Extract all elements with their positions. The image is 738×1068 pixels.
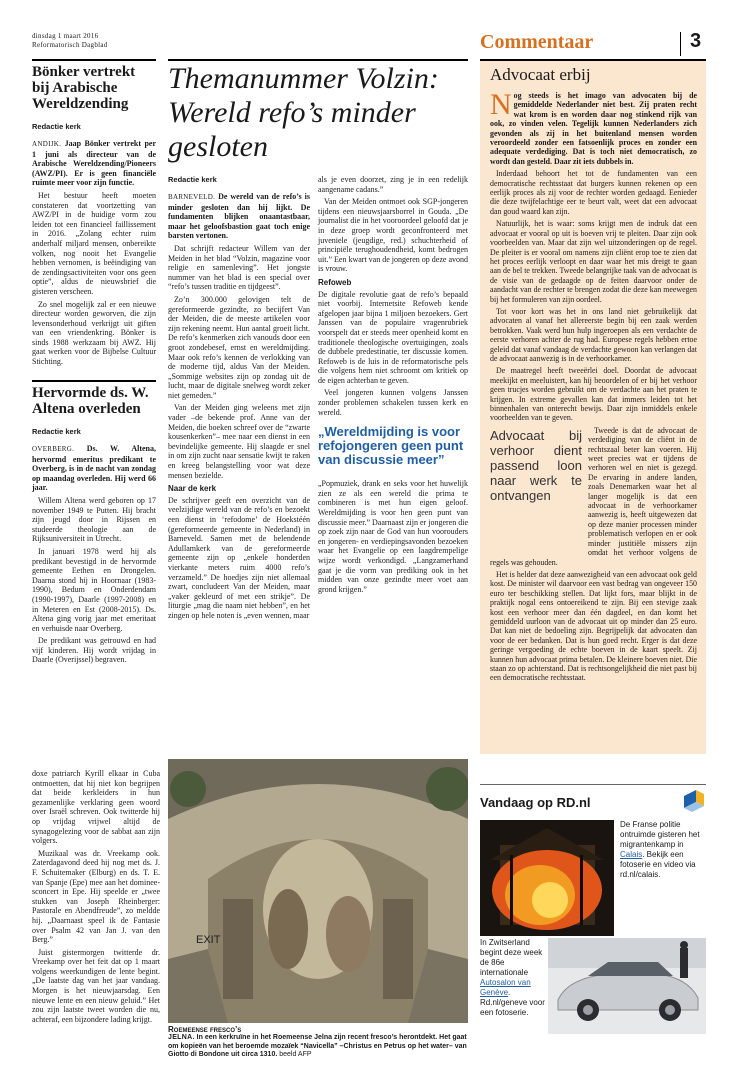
- volzin-col1: [168, 175, 310, 624]
- commentary-box: [480, 59, 706, 754]
- caption-title: Roemeense fresco’s: [168, 1025, 242, 1034]
- paragraph: Van der Meiden ontmoet ook SGP-jongeren tijdens een nieuwsjaarsborrel in Gouda. „De journalist die in het vooroordeel geloofd dat je in deze groep wordt geconfronteerd met juveniele (jeugdige, red.) schuchterheid of principiële terughoudendheid, komt bedrogen uit.” Een kwart van de jongeren op deze avond is vrouw.: [318, 197, 468, 274]
- dropcap: N: [490, 88, 512, 121]
- volzin-col2: [318, 175, 468, 597]
- calais-photo[interactable]: [480, 820, 614, 936]
- dateline: OVERBERG.: [32, 445, 75, 453]
- commentary-headline: Advocaat erbij: [490, 65, 591, 84]
- autosalon-photo[interactable]: [548, 938, 706, 1034]
- paragraph: Willem Altena werd geboren op 17 november 1949 te Putten. Hij bracht zijn jeugd door in Rijssen en studeerde theologie aan de Rijksuniversiteit in Utrecht.: [32, 495, 156, 544]
- rd-item-text: . Rd.nl/geneve voor een fotoserie.: [480, 988, 545, 1017]
- paragraph: Veel jongeren kunnen volgens Janssen zonder problemen schakelen tussen kerk en wereld.: [318, 388, 468, 417]
- column-rule: [168, 59, 468, 61]
- article-vreekamp: [32, 769, 160, 1027]
- paragraph: Tweede is dat de advocaat de verdediging van de cliënt in de rechtszaal beter kan voeren. Hij weet precies wat er tijdens de verhoren wel en niet is gezegd. De ervaring in andere landen, zoals Denemarken waar het al langer mogelijk is dat een advocaat in de verhoorkamer aanwezig is, heeft uitgewezen dat op deze manier processen minder problematisch verlopen en er ook minder justitiële missers zijn omdat het verhoor volgens de regels was gehouden.: [490, 425, 697, 567]
- paragraph: Zo’n 300.000 gelovigen telt de gereformeerde gezindte, zo becijfert Van der Meiden, die de meeste artikelen voor zijn rekening neemt. Hun aantal groeit licht. De refo’s kenmerken zich vanouds door een groot zondebesef, ernst en wereldmijding. Maar ook refo’s kennen de verlokking van de moderne tijd, aldus Van der Meiden. „Sommige websites zijn op zondag uit de lucht, maar de digitale snelweg wordt zeker niet gemeden.”: [168, 294, 310, 400]
- column-rule: [32, 59, 156, 61]
- dateline: ANDIJK.: [32, 140, 62, 148]
- paragraph: als je even doorzet, zing je in een redelijk aangename cadans.”: [318, 175, 468, 194]
- photo-caption: [168, 1025, 468, 1060]
- pull-quote: „Wereldmijding is voor refojongeren geen punt van discussie meer”: [318, 424, 464, 468]
- rd-item-geneve: [480, 938, 546, 1018]
- fresco-image: [168, 759, 468, 1023]
- caption-dateline: JELNA.: [168, 1034, 195, 1041]
- graffiti-text: EXIT: [196, 934, 221, 946]
- paragraph: Juist gistermorgen twitterde dr. Vreekamp over het feit dat op 1 maart volgens weerkundigen de lente begint. „De laatste dag van het jaar vandaag. Morgen is het nieuwjaarsdag. Een nieuwe lente en een nieuw geluid.” Het zou zijn laatste tweet worden die nu, achteraf, een bijzondere lading krijgt.: [32, 947, 160, 1024]
- page-number: 3: [690, 30, 702, 52]
- paragraph: Het bestuur heeft moeten constateren dat voortzetting van AWZ/PI in de huidige vorm zou leiden tot een financieel faillissement in 2016. „Zolang echter ruim anderhalf miljard mensen, onbereikte volken, nog nooit het Evangelie hebben vernomen, is beëindiging van de zendingsactiviteiten voor ons geen optie”, aldus de nieuwsbrief die gisteren verscheen.: [32, 190, 156, 296]
- section-title: Commentaar: [480, 31, 594, 53]
- paragraph: doxe patriarch Kyrill elkaar in Cuba ontmoetten, dat hij niet kon begrijpen dat beide kerkleiders in hun gezamenlijke verklaring geen woord over Israël schreven. Ook twitterde hij op vrijdag vrijwel altijd de synagogelezing voor de sabbat aan zijn volgers.: [32, 769, 160, 846]
- headline: Hervormde ds. W. Altena overleden: [32, 385, 149, 417]
- subhead: Naar de kerk: [168, 484, 217, 494]
- issue-date: dinsdag 1 maart 2016: [32, 32, 99, 40]
- lead: Jaap Bönker vertrekt per 1 juni als directeur van de Arabische Wereldzending/Pioneers (AWZ/PI). Er is geen financiële ruimte meer voor zijn functie.: [32, 139, 157, 188]
- paragraph: Tot voor kort was het in ons land niet gebruikelijk dat advocaten al vanaf het allereerste begin bij een zaak werden betrokken. Vaak werd hun hulp ingeroepen als een verdachte de eerste verhoren achter de rug had. Europese regels hebben ertoe geleid dat vanaf vandaag de verdachte gewoon kan verlangen dat de advocaat aanwezig is in de verhoorkamer.: [490, 306, 697, 363]
- paragraph: De schrijver geeft een overzicht van de veelzijdige wereld van de refo’s en bezoekt een dienst in ‘refodome’ de Hoekstéén (gereformeerde gemeente in Nederland) in Barneveld. Samen met de belendende Adullamkerk van de gereformeerde gemeente zijn op „enkele honderden vierkante meters ruim 4000 refo’s verzameld.” De hoedjes zijn niet allemaal zwart, concludeert Van der Meiden, maar „vaker gekleurd of met een strikje”. De liturgie „mag die naam niet hebben”, en het zingen op hele noten is „even wennen, maar: [168, 495, 310, 620]
- byline: Redactie kerk: [32, 427, 81, 436]
- paragraph: Muzikaal was dr. Vreekamp ook. Zaterdagavond deed hij nog met ds. J. F. Schuitemaker (Elburg) en ds. T. E. van Spanje (Epe) mee aan het domineesconcert in Epe. Hij speelde er „twee stukken van Joseph Rheinberger: Pastorale en Abendfreude”, zo meldde hij. „Daarnaast speel ik de Fantasie over Psalm 42 van Jan J. van den Berg.”: [32, 848, 160, 945]
- rd-item-text: De Franse politie ontruimde gisteren het migrantenkamp in: [620, 820, 700, 849]
- column-rule: [32, 380, 156, 382]
- paragraph: De maatregel heeft tweeërlei doel. Doordat de advocaat meekijkt en meeluistert, kan hij beoordelen of er bij het verhoor geen trucjes worden gebruikt om de verdachte aan het praten te krijgen. In extreme gevallen kan dat immers leiden tot het binnenhalen van onterecht bewijs. Daar zijn inmiddels enkele voorbeelden van te geven.: [490, 366, 697, 423]
- fresco-photo: [168, 759, 468, 1023]
- rd-item-text: . Bekijk een fotoserie en video via rd.nl/calais.: [620, 850, 696, 879]
- paragraph: De predikant was getrouwd en had vijf kinderen. Hij wordt vrijdag in Daarle (Overijssel) begraven.: [32, 636, 156, 665]
- volzin-headline: Themanummer Volzin: Wereld refo’s minder gesloten: [168, 62, 439, 163]
- rd-box-rule: [480, 784, 706, 785]
- commentary-pull-quote: Advocaat bij verhoor dient passend loon naar werk te ontvangen: [490, 427, 582, 503]
- article-bonker: [32, 64, 156, 370]
- rd-item-calais: [620, 820, 706, 880]
- byline: Redactie kerk: [32, 122, 81, 131]
- subhead: Refoweb: [318, 277, 352, 287]
- paragraph: In januari 1978 werd hij als predikant bevestigd in de hervormde gemeente Eethen en Drongelen. Daarna stond hij in Hoornaar (1983-1990), Bedum en Onderdendam (1990-1997), Daarle (1997-2008) en in Meteren en Est (2008-2015). Ds. Altena ging vorig jaar met emeritaat en verhuisde naar Overberg.: [32, 546, 156, 633]
- paragraph: Natuurlijk, het is waar: soms krijgt men de indruk dat een advocaat er vooral op uit is boeven vrij te pleiten. Daar zijn ook voorbeelden van. Maar dat zijn wel uitzonderingen op de regel. De pleiter is er vooral om namens zijn cliënt erop toe te zien dat het proces eerlijk verloopt en daar waar het mis dreigt te gaan aan de bel te trekken. Tweede belangrijke taak van de advocaat is de visie van de gedaagde op de feiten daarvoor onder de aandacht van de rechter te brengen zodat die deze kan meewegen bij het formuleren van zijn oordeel.: [490, 219, 697, 304]
- paragraph: Van der Meiden ging weleens met zijn vader –de bekende prof. Anne van der Meiden, die boeken schreef over de “zwarte kousenkerken”– mee naar een dienst in een bevindelijke gemeente. Hij slaagde er snel in om zijn zucht naar sensatie kwijt te raken en kreeg belangstelling voor wat deze mensen bezielde.: [168, 403, 310, 480]
- paragraph: Dat schrijft redacteur Willem van der Meiden in het blad “Volzin, magazine voor religie en samenleving”. Het jongste nummer van het blad is een special over “refo’s tussen traditie en tijdgeest”.: [168, 243, 310, 292]
- dateline: BARNEVELD.: [168, 193, 216, 201]
- paragraph: „Popmuziek, drank en seks voor het huwelijk zien ze als een wereld die prima te combineren is met hun eigen geloof. Wereldmijding is voor hen geen punt van discussie meer.” Daarnaast zijn er jongeren die op zoek zijn naar de God van hun voorouders en jongeren- en verdiepingsavonden bezoeken waar het Evangelie op een laagdrempelige wijze wordt verkondigd. „Langzamerhand gaat je die vorm van prediking ook in het midden van onze gezindte meer voet aan grond krijgen.”: [318, 479, 468, 594]
- paragraph: Inderdaad behoort het tot de fundamenten van een democratische rechtsstaat dat burgers kunnen rekenen op een eerlijk proces als zij voor de rechter worden gedaagd. Eenieder die deze twijfelachtige eer te beurt valt, weet dat een advocaat dan goud waard kan zijn.: [490, 169, 697, 216]
- caption-credit: beeld AFP: [279, 1051, 312, 1058]
- lead: Ds. W. Altena, hervormd emeritus predikant te Overberg, is in de nacht van zondag op maandag overleden. Hij werd 66 jaar.: [32, 444, 157, 493]
- paragraph: De digitale revolutie gaat de refo’s bepaald niet voorbij. Internetsite Refoweb kende afgelopen jaar bijna 1 miljoen bezoekers. Gert Janssen van de populaire vragenrubriek voorspelt dat er steeds meer openheid komt en traditionele theologische overtuigingen, zoals de dubbele predestinatie, ter discussie komen. Refoweb is de luis in de reformatorische pels die volgens hem niet schroomt om kritiek op de eigen achterban te geven.: [318, 289, 468, 385]
- rd-box-title: Vandaag op RD.nl: [480, 795, 591, 810]
- byline: Redactie kerk: [168, 175, 217, 184]
- rd-logo-icon: [682, 788, 706, 814]
- lead: og steeds is het imago van advocaten bij de gemiddelde Nederlander niet best. Zij praten recht wat krom is en worden daar nog stinkend rijk van ook, zo vinden velen. Tegelijk kunnen Nederlanders zich gevonden als zij in het buitenland mensen worden veroordeeld zonder een fatsoenlijk proces en zonder een adequate verdediging. Dat is toch niet democratisch, zo wordt dan gesteld. Daar zit iets dubbels in.: [490, 91, 697, 166]
- paragraph: Zo snel mogelijk zal er een nieuwe directeur worden geworven, die zijn levensonderhoud verkrijgt uit giften van een vriendenkring. Bönker is sinds 1988 werkzaam bij AWZ. Hij gaat werken voor de Bijbelse Cultuur Stichting.: [32, 299, 156, 367]
- article-altena: [32, 385, 156, 668]
- newspaper-name: Reformatorisch Dagblad: [32, 41, 108, 49]
- paragraph: Het is helder dat deze aanwezigheid van een advocaat ook geld kost. De minister wil daarvoor een vast bedrag van ongeveer 150 euro ter beschikking stellen. Dat lijkt fors, maar blijkt in de praktijk nogal eens ontoereikend te zijn. Bij een stevige zaak kost een verhoor meer dan één dagdeel, en dan komt het gemiddeld uurloon van de advocaat uit op minder dan 25 euro. Dat kan niet de bedoeling zijn. Begrijpelijk dat advocaten dan voor de eer bedanken. Dat is hun goed recht. Erger is dat deze geringe vergoeding de echte boeven in de kaart speelt. Zij kunnen hun advocaat prima betalen. De kleinere boeven niet. Die staan zo op achterstand. Dat is rechtsongelijkheid die niet past bij een democratische rechtsstaat.: [490, 569, 697, 683]
- calais-link[interactable]: Calais: [620, 850, 643, 859]
- geneve-link[interactable]: Autosalon van Genève: [480, 978, 531, 997]
- caption-text: In een kerkruïne in het Roemeense Jelna zijn recent fresco’s herontdekt. Het gaat om kopieën van het beroemde mozaïek “Navicella” –Christus en Petrus op het water– van Giotto di Bondone uit circa 1310.: [168, 1034, 467, 1058]
- rd-item-text: In Zwitserland begint deze week de 86e internationale: [480, 938, 543, 977]
- lead: De wereld van de refo’s is minder gesloten dan hij lijkt. De fundamenten blijken onaantastbaar, maar het geloofsbastion gaat toch enige barsten vertonen.: [168, 192, 311, 241]
- page-number-divider: [680, 32, 681, 56]
- headline: Bönker vertrekt bij Arabische Wereldzending: [32, 64, 136, 112]
